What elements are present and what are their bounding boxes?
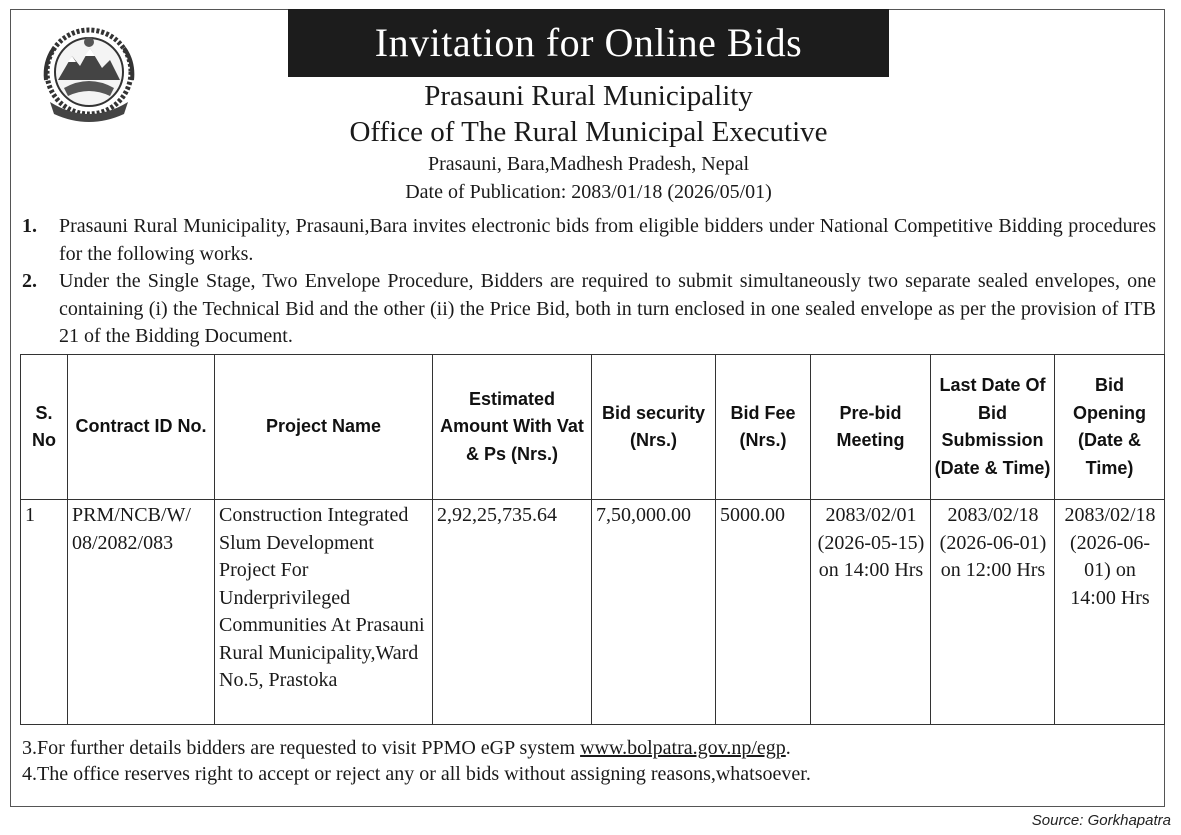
notice-title: Invitation for Online Bids: [288, 9, 889, 77]
paragraph-text: Prasauni Rural Municipality, Prasauni,Bara invites electronic bids from eligible bidders under National Competitive Bidding procedures for the following works.: [59, 215, 1156, 265]
bids-table: [20, 354, 1165, 725]
header-prebid: Pre-bid Meeting: [811, 355, 931, 500]
organization-name: Prasauni Rural Municipality: [424, 80, 753, 112]
cell-sno: 1: [21, 500, 68, 725]
paragraph-number: 2.: [22, 270, 37, 292]
cell-last-date: 2083/02/18 (2026-06-01) on 12:00 Hrs: [931, 500, 1055, 725]
note-3-text: 3.For further details bidders are requested to visit PPMO eGP system: [22, 737, 581, 759]
cell-estimated-amount: 2,92,25,735.64: [433, 500, 592, 725]
header-contract-id: Contract ID No.: [68, 355, 215, 500]
paragraph-2: [22, 268, 1156, 351]
nepal-emblem-icon: [30, 22, 148, 128]
header-bid-security: Bid security (Nrs.): [592, 355, 716, 500]
header-project-name: Project Name: [215, 355, 433, 500]
cell-prebid: 2083/02/01 (2026-05-15) on 14:00 Hrs: [811, 500, 931, 725]
office-address: Prasauni, Bara,Madhesh Pradesh, Nepal: [427, 153, 750, 175]
cell-project-name: Construction Integrated Slum Development Project For Underprivileged Communities At Prasauni Rural Municipality,Ward No.5, Prastoka: [215, 500, 433, 725]
paragraph-1: [22, 213, 1156, 268]
note-3: [22, 737, 791, 760]
source-credit: Source: Gorkhapatra: [1031, 812, 1171, 829]
note-3-end: .: [785, 737, 791, 759]
cell-bid-security: 7,50,000.00: [592, 500, 716, 725]
header-opening: Bid Opening (Date & Time): [1055, 355, 1165, 500]
table-row: [21, 500, 1165, 725]
office-name: Office of The Rural Municipal Executive: [349, 116, 828, 148]
header-bid-fee: Bid Fee (Nrs.): [716, 355, 811, 500]
cell-opening: 2083/02/18 (2026-06-01) on 14:00 Hrs: [1055, 500, 1165, 725]
cell-bid-fee: 5000.00: [716, 500, 811, 725]
header-estimated-amount: Estimated Amount With Vat & Ps (Nrs.): [433, 355, 592, 500]
paragraph-number: 1.: [22, 215, 37, 237]
note-4: 4.The office reserves right to accept or reject any or all bids without assigning reasons,whatsoever.: [22, 763, 811, 785]
table-header-row: [21, 355, 1165, 500]
cell-contract-id: PRM/NCB/W/ 08/2082/083: [68, 500, 215, 725]
header-sno: S. No: [21, 355, 68, 500]
header-last-date: Last Date Of Bid Submission (Date & Time): [931, 355, 1055, 500]
publication-date: Date of Publication: 2083/01/18 (2026/05/01): [405, 181, 772, 203]
bolpatra-link[interactable]: www.bolpatra.gov.np/egp: [580, 737, 786, 759]
paragraph-text: Under the Single Stage, Two Envelope Procedure, Bidders are required to submit simultaneously two separate sealed envelopes, one containing (i) the Technical Bid and the other (ii) the Price Bid, both in turn enclosed in one sealed envelope as per the provision of ITB 21 of the Bidding Document.: [59, 270, 1156, 347]
